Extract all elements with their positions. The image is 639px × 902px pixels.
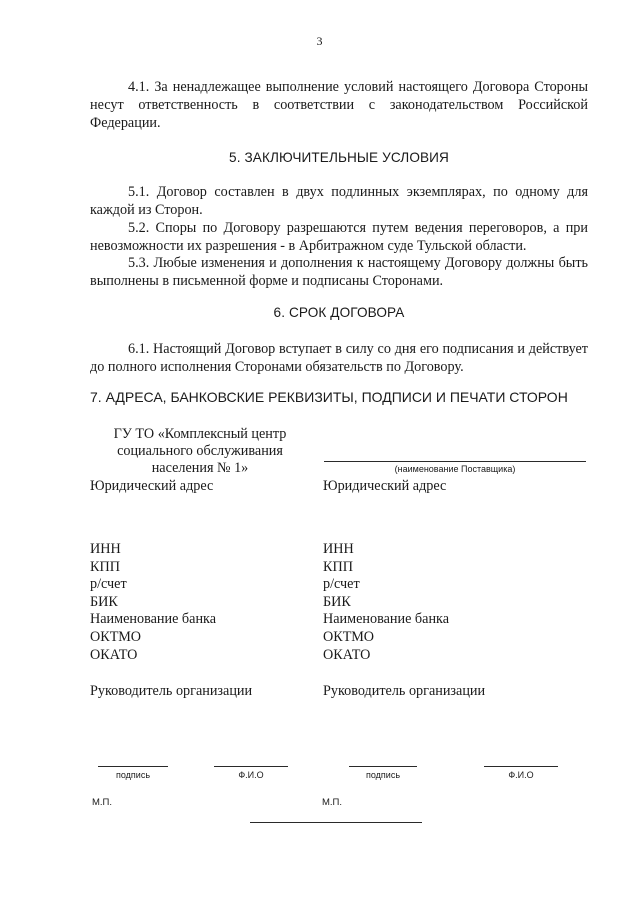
left-fio-line	[214, 766, 288, 767]
paragraph-5-2: 5.2. Споры по Договору разрешаются путем ведения переговоров, а при невозможности их разрешения - в Арбитражном суде Тульской области.	[90, 220, 588, 254]
left-okato-label: ОКАТО	[90, 646, 138, 663]
right-signature-line	[349, 766, 417, 767]
left-bik-label: БИК	[90, 593, 118, 610]
left-account-label: р/счет	[90, 576, 127, 593]
right-oktmo-label: ОКТМО	[323, 628, 375, 645]
right-address-label: Юридический адрес	[323, 478, 447, 494]
section-6-heading: 6. СРОК ДОГОВОРА	[273, 305, 405, 320]
right-signature-caption: подпись	[365, 770, 401, 780]
left-stamp-label: М.П.	[92, 797, 113, 808]
left-org-name: ГУ ТО «Комплексный центр социального обслуживания населения № 1»	[113, 426, 287, 476]
left-head-label: Руководитель организации	[90, 683, 253, 699]
supplier-name-caption: (наименование Поставщика)	[394, 464, 516, 474]
bottom-line	[250, 822, 422, 823]
left-fio-caption: Ф.И.О	[238, 770, 264, 780]
left-address-label: Юридический адрес	[90, 478, 214, 494]
paragraph-5-1: 5.1. Договор составлен в двух подлинных экземплярах, по одному для каждой из Сторон.	[90, 184, 588, 218]
left-kpp-label: КПП	[90, 558, 120, 575]
section-7-heading: 7. АДРЕСА, БАНКОВСКИЕ РЕКВИЗИТЫ, ПОДПИСИ И ПЕЧАТИ СТОРОН	[90, 389, 568, 405]
right-stamp-label: М.П.	[322, 797, 343, 808]
right-bik-label: БИК	[323, 593, 351, 610]
left-signature-caption: подпись	[115, 770, 151, 780]
right-fio-caption: Ф.И.О	[508, 770, 534, 780]
page-number: 3	[316, 34, 323, 48]
paragraph-6-1: 6.1. Настоящий Договор вступает в силу со дня его подписания и действует до полного исполнения Сторонами обязательств по Договору.	[90, 341, 588, 375]
left-inn-label: ИНН	[90, 541, 121, 557]
right-fio-line	[484, 766, 558, 767]
right-bank-label: Наименование банка	[323, 611, 450, 628]
supplier-name-line	[324, 461, 586, 462]
right-account-label: р/счет	[323, 576, 360, 593]
right-okato-label: ОКАТО	[323, 646, 371, 663]
left-requisites	[90, 541, 216, 664]
right-inn-label: ИНН	[323, 541, 354, 557]
right-requisites	[323, 541, 449, 664]
section-5-heading: 5. ЗАКЛЮЧИТЕЛЬНЫЕ УСЛОВИЯ	[229, 150, 449, 165]
right-kpp-label: КПП	[323, 558, 353, 575]
left-bank-label: Наименование банка	[90, 611, 217, 628]
left-signature-line	[98, 766, 168, 767]
paragraph-4-1: 4.1. За ненадлежащее выполнение условий настоящего Договора Стороны несут ответственность в соответствии с законодательством Российской Федерации.	[90, 79, 588, 131]
paragraph-5-3: 5.3. Любые изменения и дополнения к настоящему Договору должны быть выполнены в письменной форме и подписаны Сторонами.	[90, 255, 588, 289]
right-head-label: Руководитель организации	[323, 683, 486, 699]
left-oktmo-label: ОКТМО	[90, 628, 142, 645]
